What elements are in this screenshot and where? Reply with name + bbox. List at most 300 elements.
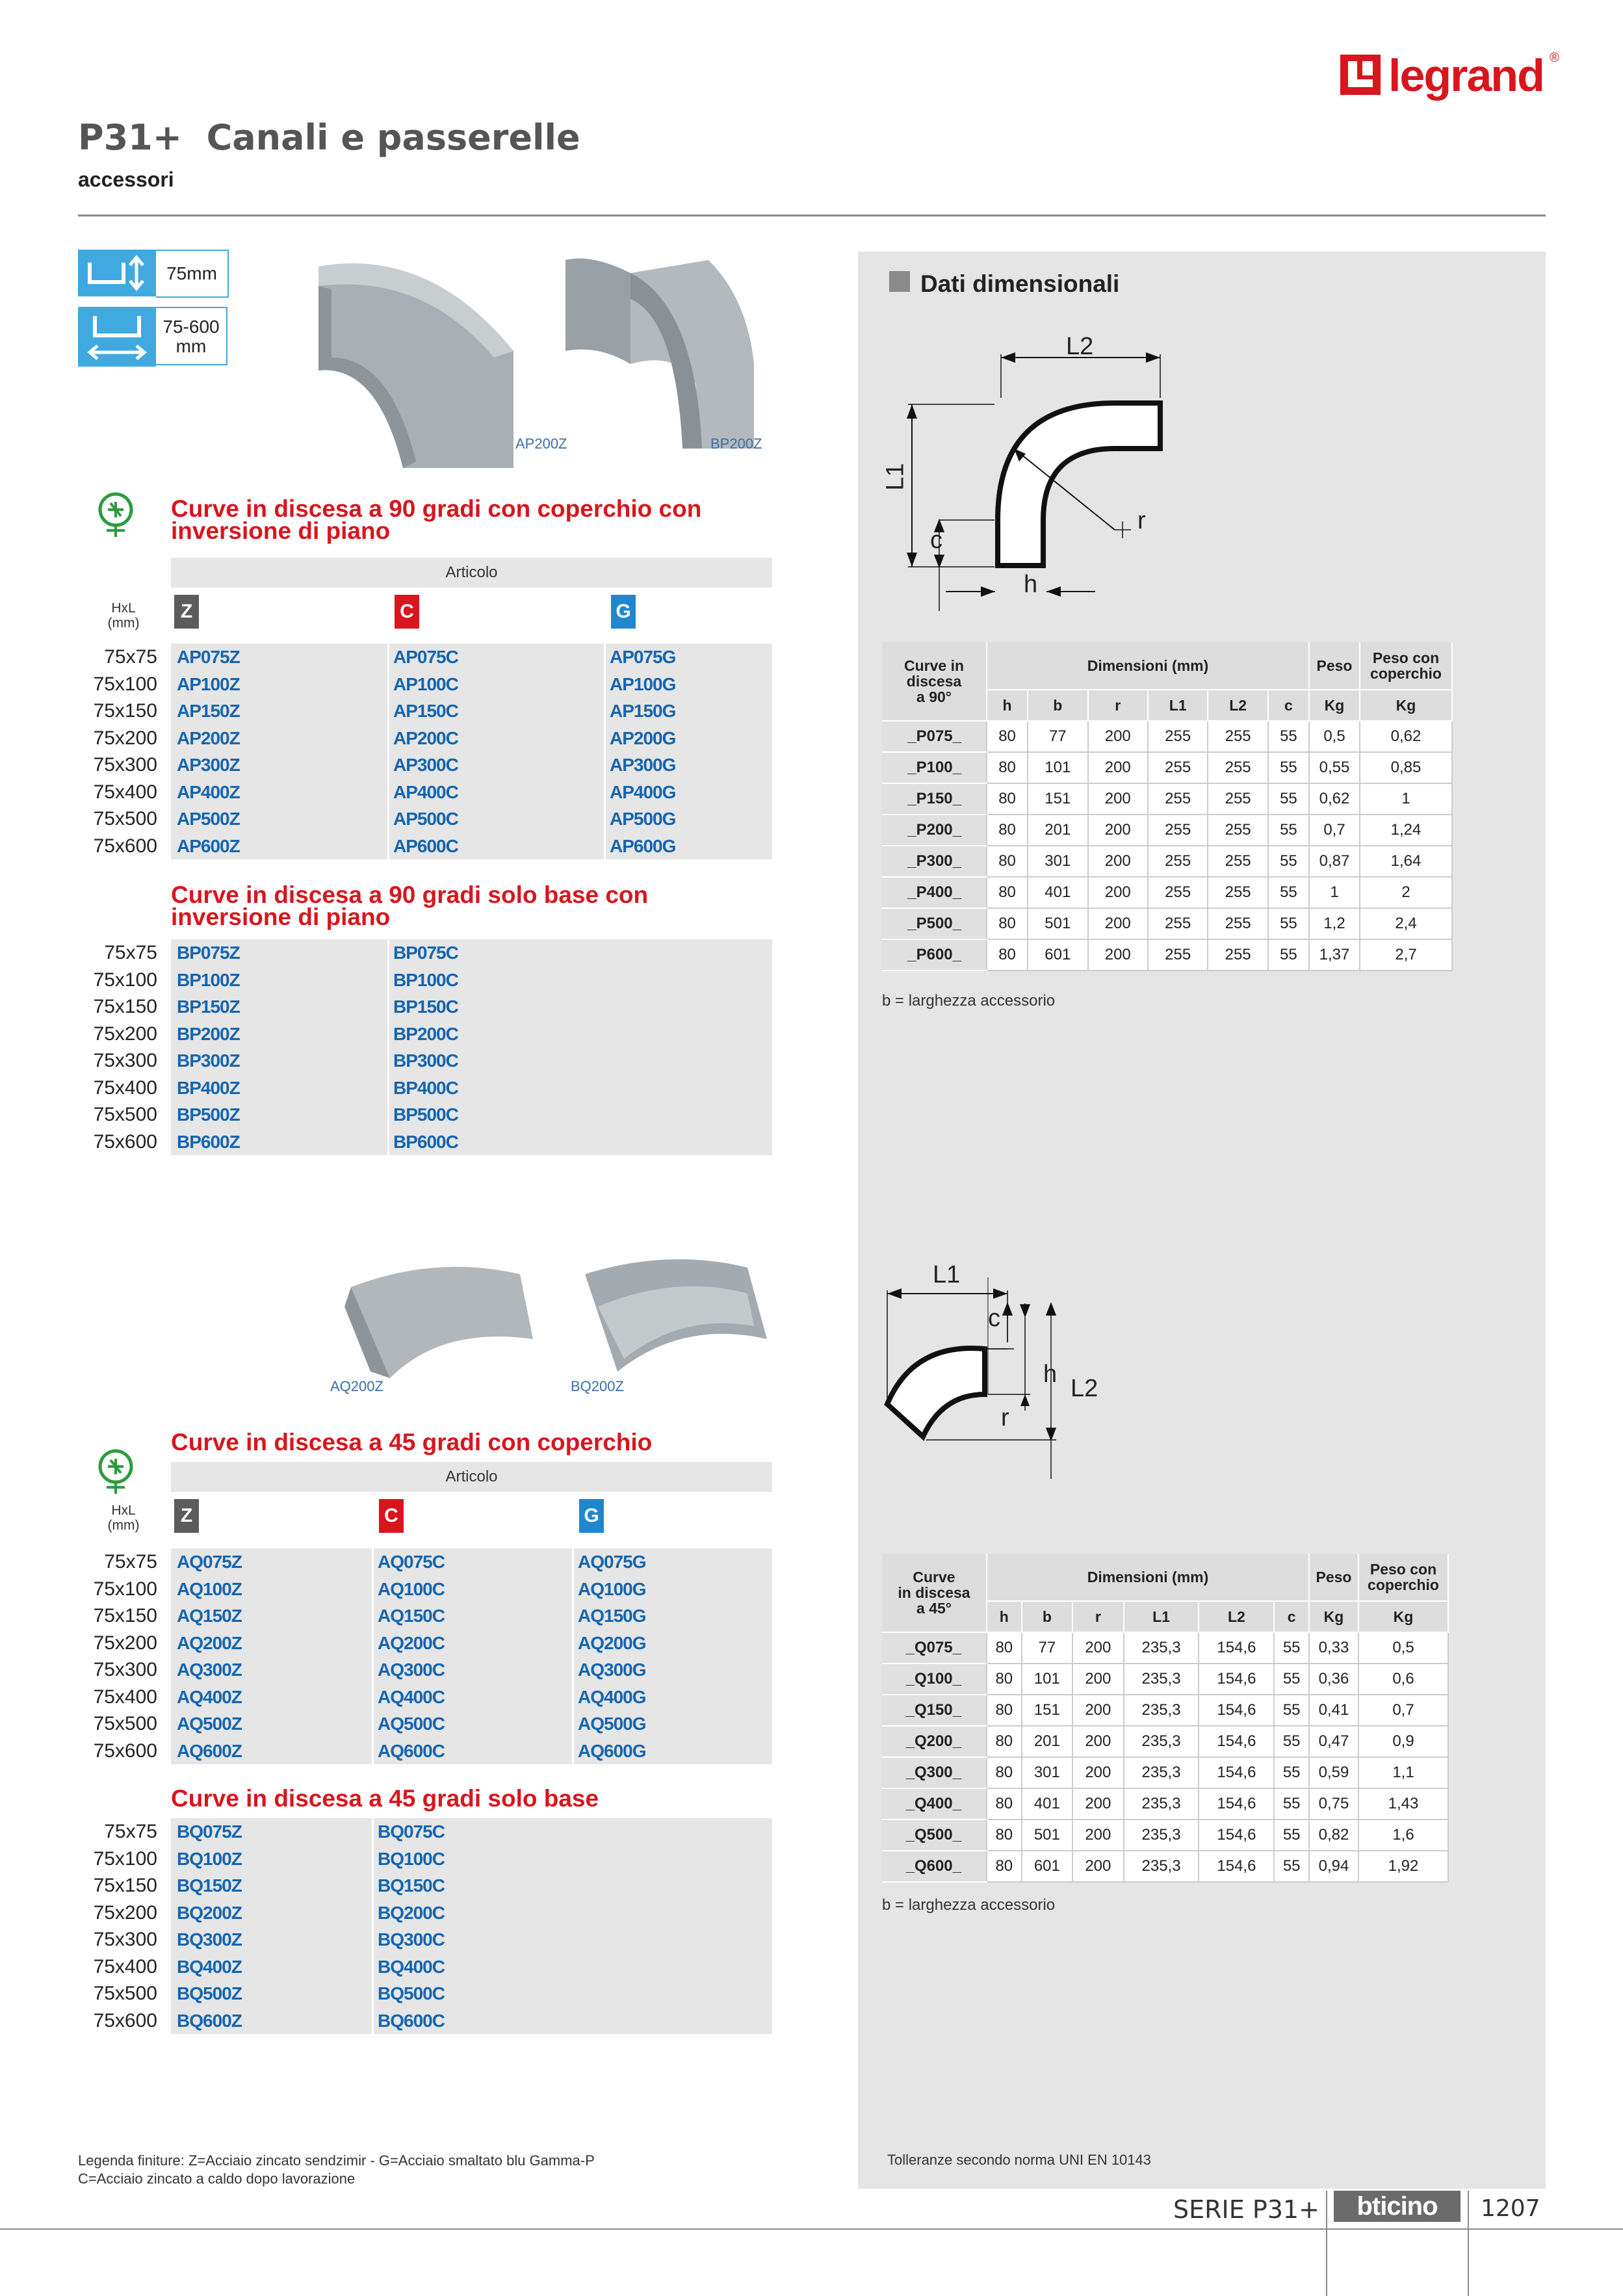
dim-cell: 55 (1274, 1788, 1309, 1820)
dim-cell: 200 (1072, 1695, 1124, 1726)
width-spec-value-1: 75-600 (162, 317, 220, 337)
dim45-body (882, 1632, 1448, 1882)
dim-cell: 0,47 (1309, 1726, 1358, 1757)
size-cell: 75x200 (93, 1901, 157, 1924)
certification-icon-1 (97, 491, 134, 543)
article-code: BP075Z (177, 943, 240, 963)
dim-cell: 301 (1028, 846, 1087, 877)
article-code: AQ075G (578, 1552, 646, 1572)
diagram90-h: h (1024, 571, 1038, 598)
dim45-head-first-1: Curve (913, 1569, 955, 1585)
article-code: BQ150C (378, 1875, 445, 1896)
dim-cell: 255 (1148, 721, 1208, 752)
dim90-head-peso: Peso (1309, 642, 1360, 690)
size-cell: 75x150 (93, 1875, 157, 1896)
dim-cell: 2,7 (1360, 939, 1452, 971)
dim-cell: 80 (987, 1757, 1022, 1788)
article-code: AQ075C (378, 1552, 445, 1572)
section-90-cover-title (171, 495, 702, 544)
dim-cell: 154,6 (1199, 1632, 1274, 1663)
dim-cell: 501 (1022, 1820, 1073, 1851)
section-90-base-title-line2: inversione di piano (171, 904, 391, 930)
dim-cell: 201 (1022, 1726, 1073, 1757)
table-45-base-sep-1 (372, 1818, 374, 2034)
dim-cell: 1,6 (1358, 1820, 1448, 1851)
dim-cell: 200 (1088, 908, 1148, 939)
article-code: AP200Z (177, 727, 240, 748)
table-row (882, 1663, 1448, 1695)
dim-title-square (889, 271, 910, 292)
table-row (882, 939, 1452, 971)
size-cell: 75x150 (93, 996, 157, 1017)
article-code: BP300Z (177, 1050, 240, 1071)
table-45-cover-sep-2 (572, 1548, 574, 1764)
dim-cell: 154,6 (1199, 1726, 1274, 1757)
dim-cell: 200 (1072, 1663, 1124, 1695)
table-row (882, 1695, 1448, 1726)
dim-cell: 235,3 (1124, 1851, 1199, 1882)
size-cell: 75x100 (93, 1847, 157, 1870)
article-code: AP500C (393, 809, 458, 829)
dim-cell: 55 (1274, 1695, 1309, 1726)
article-code: BQ400Z (177, 1956, 242, 1977)
dim-cell: 200 (1088, 877, 1148, 908)
dim-cell: 1,1 (1358, 1757, 1448, 1788)
article-code: AQ600G (578, 1740, 646, 1761)
dim-cell: 200 (1072, 1820, 1124, 1851)
article-code: BQ075Z (177, 1821, 242, 1842)
dim-cell: 200 (1088, 846, 1148, 877)
dim-cell: 0,7 (1309, 815, 1360, 846)
dim-subheader-cell: L2 (1199, 1601, 1274, 1632)
diagram45-r: r (1001, 1404, 1009, 1431)
dim-subheader-cell: c (1268, 690, 1309, 721)
size-cell: 75x600 (93, 2009, 157, 2031)
dim45-head-first (882, 1554, 987, 1632)
dim-subheader-cell: b (1022, 1601, 1073, 1632)
dim-cell: 1 (1309, 877, 1360, 908)
size-cell: 75x200 (93, 1023, 157, 1045)
article-code: BQ100C (378, 1848, 445, 1869)
page-title: P31+ Canali e passerelle (78, 117, 580, 158)
article-code: AQ600C (378, 1740, 445, 1761)
dim90-body (882, 721, 1452, 971)
size-cell: 75x400 (93, 1076, 157, 1099)
dim-cell: 0,62 (1309, 783, 1360, 815)
table-row (882, 877, 1452, 908)
finish-z-badge-1: Z (174, 595, 199, 629)
photo-label-aq200z: AQ200Z (330, 1378, 383, 1394)
size-cell: 75x500 (93, 1983, 157, 2004)
article-code: AP100G (610, 673, 676, 694)
dim-cell: 154,6 (1199, 1757, 1274, 1788)
dim-cell: 80 (987, 752, 1028, 783)
table-row (882, 1788, 1448, 1820)
articolo-header-2: Articolo (171, 1462, 772, 1492)
size-cell: 75x150 (93, 1605, 157, 1626)
dim-cell: 80 (987, 1695, 1022, 1726)
dim-cell: 0,6 (1358, 1663, 1448, 1695)
dim-cell: 255 (1148, 783, 1208, 815)
tolerance-note: Tolleranze secondo norma UNI EN 10143 (887, 2152, 1152, 2168)
dim-cell: 255 (1208, 939, 1267, 971)
article-code: AQ100Z (177, 1578, 242, 1599)
dim-cell: 55 (1268, 783, 1309, 815)
article-code: BP600C (393, 1131, 458, 1152)
dim90-head-peso-cop (1360, 642, 1452, 690)
width-spec (78, 307, 227, 367)
article-code: AP300C (393, 755, 458, 775)
dim-cell: 55 (1268, 877, 1309, 908)
article-code: AP400G (610, 781, 676, 802)
article-code: BQ300C (378, 1929, 445, 1950)
article-code: BP600Z (177, 1131, 240, 1152)
dim90-head-peso-cop-1: Peso con (1372, 649, 1440, 666)
article-code: AP300G (610, 755, 676, 775)
size-cell: 75x100 (93, 1578, 157, 1600)
dim-cell: 80 (987, 846, 1028, 877)
article-code: AQ200Z (177, 1632, 242, 1653)
dim90-head-first-3: a 90° (916, 688, 952, 705)
dim45-head-peso: Peso (1309, 1554, 1358, 1601)
dim-subheader-cell: r (1088, 690, 1148, 721)
finish-legend-line2: C=Acciaio zincato a caldo dopo lavorazione (78, 2171, 356, 2187)
dim90-head-peso-cop-2: coperchio (1370, 665, 1442, 682)
dim-cell: 80 (987, 1788, 1022, 1820)
dim-cell: 255 (1148, 939, 1208, 971)
finish-c-badge-2: C (379, 1499, 404, 1533)
article-code: BP100C (393, 969, 458, 990)
diagram90-c: c (930, 527, 942, 554)
dim-cell: 0,94 (1309, 1851, 1358, 1882)
size-cell: 75x400 (93, 781, 157, 803)
size-cell: 75x100 (93, 673, 157, 695)
article-code: AQ200C (378, 1632, 445, 1653)
article-code: BQ500Z (177, 1983, 242, 2003)
dim90-head-dims: Dimensioni (mm) (987, 642, 1309, 690)
finish-g-badge-2: G (579, 1499, 604, 1533)
section-90-cover-title-line1: Curve in discesa a 90 gradi con coperchio con (171, 495, 702, 522)
dim-row-label: _P100_ (882, 752, 987, 783)
article-code: AQ500G (578, 1714, 646, 1734)
dim-cell: 255 (1148, 908, 1208, 939)
article-code: BQ200C (378, 1902, 445, 1923)
article-code: BP500C (393, 1104, 458, 1125)
size-cell: 75x300 (93, 1659, 157, 1680)
article-code: BQ150Z (177, 1875, 242, 1896)
section-45-base-title: Curve in discesa a 45 gradi solo base (171, 1785, 599, 1812)
dim-cell: 154,6 (1199, 1695, 1274, 1726)
diagram90-r: r (1137, 507, 1146, 534)
dim-cell: 200 (1088, 721, 1148, 752)
dim-cell: 0,7 (1358, 1695, 1448, 1726)
legrand-mark-icon (1339, 53, 1382, 98)
table-row (882, 908, 1452, 939)
header-divider (78, 215, 1546, 216)
article-code: AP075C (393, 647, 458, 667)
dim-subheader-cell: r (1072, 1601, 1124, 1632)
article-code: AQ075Z (177, 1552, 242, 1572)
dim-cell: 101 (1028, 752, 1087, 783)
dim-cell: 201 (1028, 815, 1087, 846)
section-45-cover-title: Curve in discesa a 45 gradi con coperchio (171, 1429, 653, 1455)
dim-subheader-cell: L2 (1208, 690, 1267, 721)
dim-cell: 200 (1072, 1851, 1124, 1882)
article-code: BP200Z (177, 1023, 240, 1044)
dim-row-label: _Q200_ (882, 1726, 987, 1757)
photo-label-bq200z: BQ200Z (571, 1378, 624, 1394)
dim-cell: 0,36 (1309, 1663, 1358, 1695)
photo-label-bp200z: BP200Z (710, 436, 762, 452)
legrand-wordmark: legrand (1388, 50, 1544, 101)
dim-cell: 235,3 (1124, 1757, 1199, 1788)
dim-subheader-cell: Kg (1309, 690, 1360, 721)
article-code: AP400Z (177, 781, 240, 802)
legrand-logo (1339, 46, 1560, 104)
dim-cell: 235,3 (1124, 1820, 1199, 1851)
dim-cell: 255 (1208, 752, 1267, 783)
dim-row-label: _P600_ (882, 939, 987, 971)
table-row (882, 1851, 1448, 1882)
article-code: AQ300Z (177, 1660, 242, 1680)
size-cell: 75x600 (93, 1130, 157, 1153)
photo-label-ap200z: AP200Z (515, 436, 567, 452)
footer-sep-1 (1326, 2191, 1327, 2296)
article-code: AQ150G (578, 1606, 646, 1626)
table-90-cover-sep-1 (387, 644, 389, 859)
diagram45-L1: L1 (933, 1261, 961, 1288)
dim-cell: 200 (1072, 1757, 1124, 1788)
certification-icon-2 (97, 1448, 134, 1500)
finish-z-badge-2: Z (174, 1499, 199, 1533)
dim-cell: 80 (987, 908, 1028, 939)
size-cell: 75x75 (104, 1551, 157, 1572)
dim-cell: 1,43 (1358, 1788, 1448, 1820)
dim-cell: 55 (1268, 752, 1309, 783)
dim45-head-peso-cop (1358, 1554, 1448, 1601)
table-row (882, 783, 1452, 815)
size-cell: 75x200 (93, 1632, 157, 1654)
article-code: AQ100C (378, 1578, 445, 1599)
dim-cell: 401 (1028, 877, 1087, 908)
dim90-head-first-1: Curve in (903, 657, 965, 674)
dim-row-label: _Q150_ (882, 1695, 987, 1726)
dim-cell: 1,24 (1360, 815, 1452, 846)
dim-cell: 255 (1208, 721, 1267, 752)
article-code: AQ300C (378, 1660, 445, 1680)
dim-cell: 154,6 (1199, 1663, 1274, 1695)
dim-cell: 401 (1022, 1788, 1073, 1820)
article-code: BP200C (393, 1023, 458, 1044)
dim-cell: 200 (1072, 1632, 1124, 1663)
dim-subheader-cell: h (987, 1601, 1022, 1632)
dim-cell: 255 (1148, 846, 1208, 877)
dim-title: Dati dimensionali (920, 270, 1120, 297)
dim-cell: 501 (1028, 908, 1087, 939)
dim-row-label: _P075_ (882, 721, 987, 752)
dim-cell: 200 (1088, 783, 1148, 815)
dim-cell: 55 (1274, 1632, 1309, 1663)
dim-cell: 200 (1088, 815, 1148, 846)
dim-table-45 (882, 1554, 1449, 1883)
dim-cell: 601 (1028, 939, 1087, 971)
dim-cell: 2 (1360, 877, 1452, 908)
article-code: AQ600Z (177, 1740, 242, 1761)
finish-legend-line1: Legenda finiture: Z=Acciaio zincato sendzimir - G=Acciaio smaltato blu Gamma-P (78, 2152, 595, 2169)
article-code: BQ400C (378, 1956, 445, 1977)
dim-cell: 80 (987, 1851, 1022, 1882)
dim-cell: 1,2 (1309, 908, 1360, 939)
diagram45-c: c (988, 1305, 1000, 1332)
article-code: AP150Z (177, 701, 240, 721)
section-90-base-title (171, 881, 649, 930)
dim-cell: 235,3 (1124, 1663, 1199, 1695)
article-code: AP075Z (177, 647, 240, 667)
dim-cell: 601 (1022, 1851, 1073, 1882)
dim-row-label: _Q300_ (882, 1757, 987, 1788)
size-cell: 75x400 (93, 1955, 157, 1977)
diagram90-L2: L2 (1066, 333, 1094, 360)
dim-cell: 255 (1148, 877, 1208, 908)
dim-cell: 255 (1208, 908, 1267, 939)
size-cell: 75x400 (93, 1686, 157, 1708)
article-code: AP300Z (177, 755, 240, 775)
dim-row-label: _P150_ (882, 783, 987, 815)
section-90-cover-title-line2: inversione di piano (171, 517, 391, 544)
diagram90-L1: L1 (881, 463, 909, 491)
table-row (882, 846, 1452, 877)
dim-cell: 200 (1072, 1726, 1124, 1757)
size-cell: 75x100 (93, 969, 157, 991)
series-label: SERIE P31+ (1173, 2195, 1319, 2224)
dim-cell: 55 (1274, 1820, 1309, 1851)
article-code: BQ075C (378, 1821, 445, 1842)
article-code: AP500Z (177, 809, 240, 829)
article-code: AQ400G (578, 1686, 646, 1707)
dim45-head-first-2: in discesa (898, 1584, 970, 1601)
dim-row-label: _P200_ (882, 815, 987, 846)
dim-cell: 55 (1274, 1726, 1309, 1757)
article-code: BP500Z (177, 1104, 240, 1125)
dim-cell: 0,55 (1309, 752, 1360, 783)
article-code: BP150C (393, 997, 458, 1017)
dim-cell: 255 (1208, 877, 1267, 908)
bticino-logo: bticino (1334, 2191, 1461, 2222)
size-cell: 75x500 (93, 1104, 157, 1125)
article-code: BQ200Z (177, 1902, 242, 1923)
size-cell: 75x600 (93, 1740, 157, 1762)
dim-cell: 55 (1268, 939, 1309, 971)
dim-subheader-cell: Kg (1309, 1601, 1358, 1632)
table-45-cover-sep-1 (372, 1548, 374, 1764)
dim-cell: 0,82 (1309, 1820, 1358, 1851)
table-row (882, 815, 1452, 846)
article-code: AP150G (610, 701, 676, 721)
diagram45-h: h (1043, 1361, 1058, 1388)
dim90-head-first (882, 642, 987, 721)
dim-cell: 154,6 (1199, 1788, 1274, 1820)
dim90-note: b = larghezza accessorio (882, 992, 1056, 1010)
article-code: AP075G (610, 647, 676, 667)
dim-cell: 151 (1028, 783, 1087, 815)
section-90-base-title-line1: Curve in discesa a 90 gradi solo base con (171, 881, 649, 908)
dim-cell: 55 (1274, 1757, 1309, 1788)
hxl-label-2-line1: HxL (111, 1503, 136, 1518)
dim-cell: 0,9 (1358, 1726, 1448, 1757)
width-spec-value-2: mm (175, 336, 207, 356)
article-code: BP075C (393, 943, 458, 963)
dim-subheader-cell: Kg (1358, 1601, 1448, 1632)
finish-legend (78, 2152, 595, 2188)
table-row (882, 1726, 1448, 1757)
article-code: AQ150Z (177, 1606, 242, 1626)
dim-row-label: _Q100_ (882, 1663, 987, 1695)
dim-cell: 200 (1088, 752, 1148, 783)
dim-cell: 55 (1268, 846, 1309, 877)
dim-cell: 80 (987, 1663, 1022, 1695)
height-spec-value: 75mm (156, 250, 229, 298)
article-code: AP200G (610, 727, 676, 748)
hxl-label-1-line1: HxL (111, 601, 136, 616)
article-code: BQ100Z (177, 1848, 242, 1869)
hxl-label-1 (97, 601, 149, 631)
hxl-label-2-line2: (mm) (107, 1518, 140, 1533)
size-cell: 75x300 (93, 754, 157, 776)
dim-cell: 154,6 (1199, 1851, 1274, 1882)
table-45-cover-bg (171, 1548, 772, 1764)
article-code: AP600C (393, 835, 458, 856)
dim-cell: 151 (1022, 1695, 1073, 1726)
article-code: AQ100G (578, 1578, 646, 1599)
table-row (882, 1757, 1448, 1788)
table-row (882, 721, 1452, 752)
article-code: BP100Z (177, 969, 240, 990)
dim-cell: 0,62 (1360, 721, 1452, 752)
dim-cell: 255 (1208, 783, 1267, 815)
dim-cell: 1 (1360, 783, 1452, 815)
article-code: AP150C (393, 701, 458, 721)
dim-row-label: _Q400_ (882, 1788, 987, 1820)
table-row (882, 752, 1452, 783)
dim-subheader-cell: Kg (1360, 690, 1452, 721)
dim-row-label: _P300_ (882, 846, 987, 877)
dim-cell: 55 (1274, 1663, 1309, 1695)
dim-cell: 80 (987, 1632, 1022, 1663)
height-icon (78, 250, 156, 296)
footer-divider (0, 2228, 1623, 2230)
article-code: AP200C (393, 727, 458, 748)
article-code: BP300C (393, 1050, 458, 1071)
finish-g-badge-1: G (611, 595, 636, 629)
dim-cell: 0,33 (1309, 1632, 1358, 1663)
dim-subheader-cell: L1 (1148, 690, 1208, 721)
article-code: AP100Z (177, 673, 240, 694)
dim-row-label: _Q500_ (882, 1820, 987, 1851)
dim-cell: 1,92 (1358, 1851, 1448, 1882)
dim45-head-dims: Dimensioni (mm) (987, 1554, 1309, 1601)
dim-cell: 0,5 (1358, 1632, 1448, 1663)
article-code: AP500G (610, 809, 676, 829)
dim-cell: 200 (1088, 939, 1148, 971)
table-row (882, 1632, 1448, 1663)
article-code: BQ600Z (177, 2010, 242, 2031)
size-cell: 75x300 (93, 1929, 157, 1950)
articolo-header-1: Articolo (171, 558, 772, 588)
hxl-label-2 (97, 1503, 149, 1533)
article-code: AQ200G (578, 1632, 646, 1653)
dim-cell: 80 (987, 877, 1028, 908)
photo-ap200z (299, 234, 546, 475)
